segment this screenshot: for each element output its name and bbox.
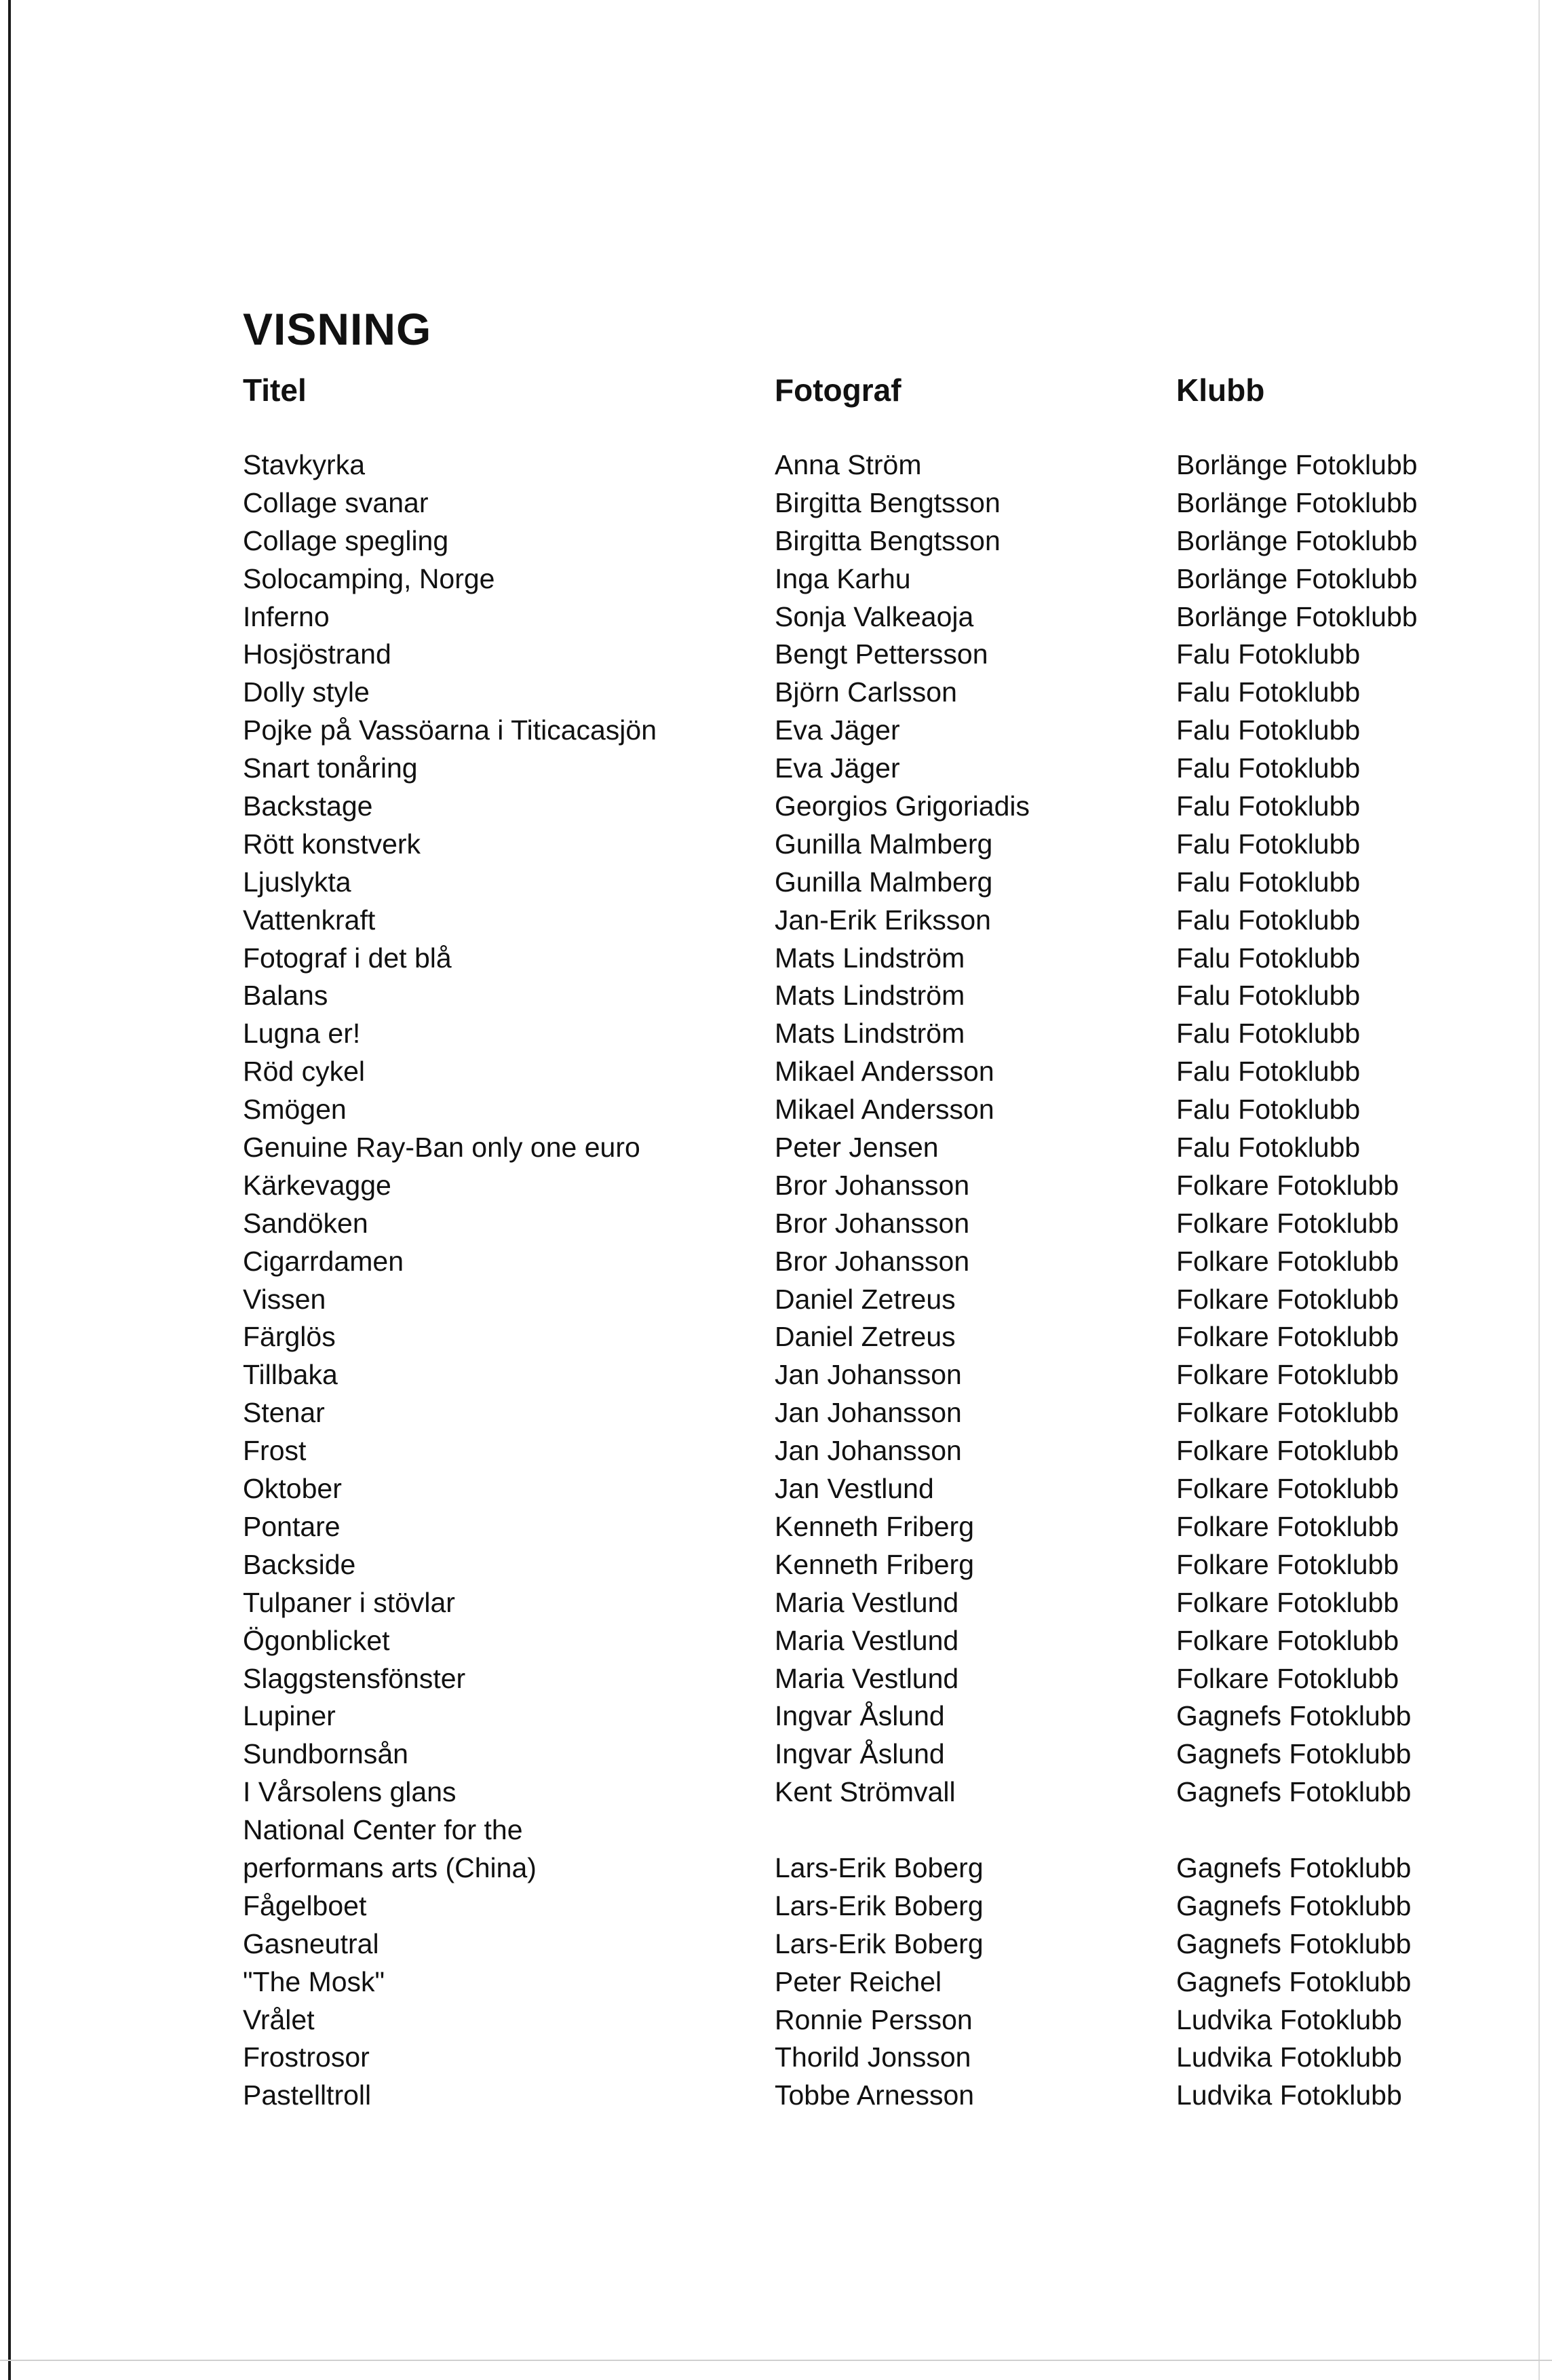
entry-club: Folkare Fotoklubb bbox=[1176, 1473, 1399, 1505]
entry-title: I Vårsolens glans bbox=[243, 1776, 457, 1808]
entry-title: Frostrosor bbox=[243, 2041, 370, 2073]
entry-photographer: Daniel Zetreus bbox=[775, 1283, 956, 1315]
entry-photographer: Maria Vestlund bbox=[775, 1662, 959, 1694]
entry-photographer: Peter Reichel bbox=[775, 1965, 942, 1997]
table-row bbox=[0, 1697, 1552, 1735]
scan-edge-bottom bbox=[0, 2360, 1552, 2361]
table-row bbox=[0, 1963, 1552, 2001]
entry-title-line: performans arts (China) bbox=[243, 1851, 537, 1883]
column-header-club: Klubb bbox=[1176, 372, 1265, 408]
entry-club: Folkare Fotoklubb bbox=[1176, 1283, 1399, 1315]
entry-club: Ludvika Fotoklubb bbox=[1176, 2041, 1402, 2073]
entry-photographer: Tobbe Arnesson bbox=[775, 2079, 975, 2111]
entry-photographer: Peter Jensen bbox=[775, 1132, 939, 1164]
entry-club: Borlänge Fotoklubb bbox=[1176, 449, 1418, 480]
table-row bbox=[0, 1735, 1552, 1773]
entry-club: Borlänge Fotoklubb bbox=[1176, 524, 1418, 556]
entry-club: Folkare Fotoklubb bbox=[1176, 1662, 1399, 1694]
column-header-photographer: Fotograf bbox=[775, 372, 901, 408]
entry-photographer: Maria Vestlund bbox=[775, 1586, 959, 1618]
entry-title: Collage svanar bbox=[243, 486, 429, 518]
entry-title: Dolly style bbox=[243, 676, 370, 708]
entries-table bbox=[0, 446, 1552, 2115]
entry-club: Gagnefs Fotoklubb bbox=[1176, 1776, 1412, 1808]
entry-club: Borlänge Fotoklubb bbox=[1176, 600, 1418, 632]
entry-photographer: Eva Jäger bbox=[775, 752, 900, 784]
table-row bbox=[0, 1546, 1552, 1584]
entry-photographer: Björn Carlsson bbox=[775, 676, 957, 708]
table-row bbox=[0, 864, 1552, 902]
entry-photographer: Jan Johansson bbox=[775, 1359, 962, 1391]
entry-title: Snart tonåring bbox=[243, 752, 418, 784]
entry-photographer: Inga Karhu bbox=[775, 562, 911, 594]
entry-title: Frost bbox=[243, 1435, 307, 1467]
table-row bbox=[0, 977, 1552, 1015]
table-row bbox=[0, 2077, 1552, 2115]
entry-photographer: Thorild Jonsson bbox=[775, 2041, 971, 2073]
entry-photographer: Jan-Erik Eriksson bbox=[775, 904, 991, 936]
entry-title: Collage spegling bbox=[243, 524, 449, 556]
table-row bbox=[0, 674, 1552, 712]
entry-photographer: Sonja Valkeaoja bbox=[775, 600, 974, 632]
entry-club: Gagnefs Fotoklubb bbox=[1176, 1889, 1412, 1921]
table-row bbox=[0, 560, 1552, 598]
entry-title: Pojke på Vassöarna i Titicacasjön bbox=[243, 714, 657, 746]
entry-photographer: Kenneth Friberg bbox=[775, 1510, 975, 1542]
table-row bbox=[0, 1432, 1552, 1470]
entry-club: Falu Fotoklubb bbox=[1176, 1056, 1361, 1088]
entry-photographer: Anna Ström bbox=[775, 449, 922, 480]
entry-club: Gagnefs Fotoklubb bbox=[1176, 1700, 1412, 1732]
entry-photographer: Eva Jäger bbox=[775, 714, 900, 746]
entry-club: Falu Fotoklubb bbox=[1176, 1094, 1361, 1126]
table-row bbox=[0, 2039, 1552, 2077]
entry-photographer: Mikael Andersson bbox=[775, 1056, 994, 1088]
entry-photographer: Birgitta Bengtsson bbox=[775, 524, 1001, 556]
table-row bbox=[0, 788, 1552, 826]
entry-title: Gasneutral bbox=[243, 1927, 379, 1959]
entry-club: Falu Fotoklubb bbox=[1176, 638, 1361, 670]
entry-photographer: Lars-Erik Boberg bbox=[775, 1889, 984, 1921]
table-row bbox=[0, 750, 1552, 788]
entry-title: Genuine Ray-Ban only one euro bbox=[243, 1132, 640, 1164]
entry-title: Ögonblicket bbox=[243, 1624, 390, 1656]
entry-club: Falu Fotoklubb bbox=[1176, 866, 1361, 898]
entry-title: Oktober bbox=[243, 1473, 342, 1505]
entry-title: Backside bbox=[243, 1548, 356, 1580]
table-row bbox=[0, 1356, 1552, 1394]
entry-photographer: Lars-Erik Boberg bbox=[775, 1851, 984, 1883]
entry-photographer: Georgios Grigoriadis bbox=[775, 790, 1030, 822]
entry-title: Stavkyrka bbox=[243, 449, 365, 480]
entry-club: Folkare Fotoklubb bbox=[1176, 1359, 1399, 1391]
entry-photographer: Mikael Andersson bbox=[775, 1094, 994, 1126]
entry-club: Gagnefs Fotoklubb bbox=[1176, 1927, 1412, 1959]
entry-title-line: National Center for the bbox=[243, 1814, 523, 1846]
table-row bbox=[0, 1622, 1552, 1660]
entry-club: Folkare Fotoklubb bbox=[1176, 1245, 1399, 1277]
entry-photographer: Bror Johansson bbox=[775, 1207, 970, 1239]
column-header-title: Titel bbox=[243, 372, 307, 408]
entry-title: Fågelboet bbox=[243, 1889, 367, 1921]
entry-photographer: Maria Vestlund bbox=[775, 1624, 959, 1656]
entry-club: Folkare Fotoklubb bbox=[1176, 1510, 1399, 1542]
entry-title: Fotograf i det blå bbox=[243, 942, 452, 974]
entry-club: Folkare Fotoklubb bbox=[1176, 1321, 1399, 1353]
entry-photographer: Bengt Pettersson bbox=[775, 638, 988, 670]
table-row bbox=[0, 1773, 1552, 1811]
entry-club: Folkare Fotoklubb bbox=[1176, 1207, 1399, 1239]
entry-title: Lugna er! bbox=[243, 1018, 361, 1050]
entry-title: Tulpaner i stövlar bbox=[243, 1586, 455, 1618]
table-row bbox=[0, 1470, 1552, 1508]
entry-photographer: Jan Johansson bbox=[775, 1397, 962, 1429]
table-row bbox=[0, 1205, 1552, 1243]
entry-photographer: Kenneth Friberg bbox=[775, 1548, 975, 1580]
entry-title: Cigarrdamen bbox=[243, 1245, 404, 1277]
entry-title: Smögen bbox=[243, 1094, 347, 1126]
entry-title: Sandöken bbox=[243, 1207, 368, 1239]
entry-club: Ludvika Fotoklubb bbox=[1176, 2079, 1402, 2111]
page-title: VISNING bbox=[243, 304, 432, 354]
entry-club: Falu Fotoklubb bbox=[1176, 676, 1361, 708]
entry-title: Röd cykel bbox=[243, 1056, 366, 1088]
table-row bbox=[0, 1243, 1552, 1281]
table-row bbox=[0, 636, 1552, 674]
entry-club: Falu Fotoklubb bbox=[1176, 714, 1361, 746]
entry-club: Falu Fotoklubb bbox=[1176, 1132, 1361, 1164]
entry-title: Vattenkraft bbox=[243, 904, 376, 936]
table-row bbox=[0, 2001, 1552, 2039]
entry-title: Kärkevagge bbox=[243, 1169, 391, 1201]
entry-title: Vissen bbox=[243, 1283, 326, 1315]
table-row bbox=[0, 1091, 1552, 1129]
entry-title: Backstage bbox=[243, 790, 373, 822]
entry-photographer: Ronnie Persson bbox=[775, 2003, 973, 2035]
entry-title: Pontare bbox=[243, 1510, 341, 1542]
table-row bbox=[0, 712, 1552, 750]
entry-photographer: Ingvar Åslund bbox=[775, 1738, 945, 1770]
table-row bbox=[0, 1281, 1552, 1319]
entry-photographer: Daniel Zetreus bbox=[775, 1321, 956, 1353]
table-row bbox=[0, 902, 1552, 940]
entry-title: Tillbaka bbox=[243, 1359, 338, 1391]
entry-title: Ljuslykta bbox=[243, 866, 351, 898]
table-row bbox=[0, 1318, 1552, 1356]
entry-club: Falu Fotoklubb bbox=[1176, 828, 1361, 860]
entry-photographer: Gunilla Malmberg bbox=[775, 866, 993, 898]
entry-title: "The Mosk" bbox=[243, 1965, 385, 1997]
entry-photographer: Gunilla Malmberg bbox=[775, 828, 993, 860]
entry-title: Balans bbox=[243, 980, 328, 1012]
entry-club: Folkare Fotoklubb bbox=[1176, 1624, 1399, 1656]
table-row bbox=[0, 1394, 1552, 1432]
table-row bbox=[0, 484, 1552, 522]
table-row bbox=[0, 826, 1552, 864]
entry-title: Rött konstverk bbox=[243, 828, 421, 860]
entry-title: Inferno bbox=[243, 600, 330, 632]
table-row bbox=[0, 1167, 1552, 1205]
entry-club: Falu Fotoklubb bbox=[1176, 942, 1361, 974]
entry-photographer: Jan Johansson bbox=[775, 1435, 962, 1467]
entry-title bbox=[243, 1811, 758, 1887]
table-row bbox=[0, 940, 1552, 978]
entry-club: Folkare Fotoklubb bbox=[1176, 1548, 1399, 1580]
entry-title: Hosjöstrand bbox=[243, 638, 391, 670]
entry-club: Falu Fotoklubb bbox=[1176, 904, 1361, 936]
table-row bbox=[0, 446, 1552, 484]
entry-title: Lupiner bbox=[243, 1700, 336, 1732]
entry-photographer: Birgitta Bengtsson bbox=[775, 486, 1001, 518]
table-row bbox=[0, 1015, 1552, 1053]
table-row bbox=[0, 1887, 1552, 1925]
entry-photographer: Kent Strömvall bbox=[775, 1776, 956, 1808]
entry-title: Färglös bbox=[243, 1321, 336, 1353]
entry-photographer: Ingvar Åslund bbox=[775, 1700, 945, 1732]
entry-club: Gagnefs Fotoklubb bbox=[1176, 1738, 1412, 1770]
entry-club: Folkare Fotoklubb bbox=[1176, 1586, 1399, 1618]
entry-photographer: Jan Vestlund bbox=[775, 1473, 934, 1505]
entry-club: Folkare Fotoklubb bbox=[1176, 1169, 1399, 1201]
entry-club: Ludvika Fotoklubb bbox=[1176, 2003, 1402, 2035]
entry-club: Falu Fotoklubb bbox=[1176, 790, 1361, 822]
entry-club: Falu Fotoklubb bbox=[1176, 1018, 1361, 1050]
entry-club: Borlänge Fotoklubb bbox=[1176, 562, 1418, 594]
entry-club: Gagnefs Fotoklubb bbox=[1176, 1965, 1412, 1997]
table-row bbox=[0, 1660, 1552, 1698]
entry-club: Borlänge Fotoklubb bbox=[1176, 486, 1418, 518]
entry-photographer: Mats Lindström bbox=[775, 1018, 965, 1050]
entry-title: Sundbornsån bbox=[243, 1738, 408, 1770]
entry-club: Folkare Fotoklubb bbox=[1176, 1397, 1399, 1429]
table-row bbox=[0, 1508, 1552, 1546]
table-row bbox=[0, 1584, 1552, 1622]
entry-title: Pastelltroll bbox=[243, 2079, 372, 2111]
table-row bbox=[0, 1053, 1552, 1091]
entry-title: Stenar bbox=[243, 1397, 325, 1429]
entry-club: Falu Fotoklubb bbox=[1176, 752, 1361, 784]
table-row bbox=[0, 1129, 1552, 1167]
entry-photographer: Mats Lindström bbox=[775, 942, 965, 974]
entry-title: Vrålet bbox=[243, 2003, 315, 2035]
entry-photographer: Bror Johansson bbox=[775, 1245, 970, 1277]
table-row bbox=[0, 522, 1552, 560]
entry-club: Folkare Fotoklubb bbox=[1176, 1435, 1399, 1467]
table-row bbox=[0, 1925, 1552, 1963]
entry-title: Solocamping, Norge bbox=[243, 562, 495, 594]
entry-title: Slaggstensfönster bbox=[243, 1662, 466, 1694]
entry-photographer: Mats Lindström bbox=[775, 980, 965, 1012]
table-row bbox=[0, 1811, 1552, 1887]
table-row bbox=[0, 598, 1552, 636]
entry-club: Gagnefs Fotoklubb bbox=[1176, 1851, 1412, 1883]
entry-club: Falu Fotoklubb bbox=[1176, 980, 1361, 1012]
entry-photographer: Bror Johansson bbox=[775, 1169, 970, 1201]
entry-photographer: Lars-Erik Boberg bbox=[775, 1927, 984, 1959]
